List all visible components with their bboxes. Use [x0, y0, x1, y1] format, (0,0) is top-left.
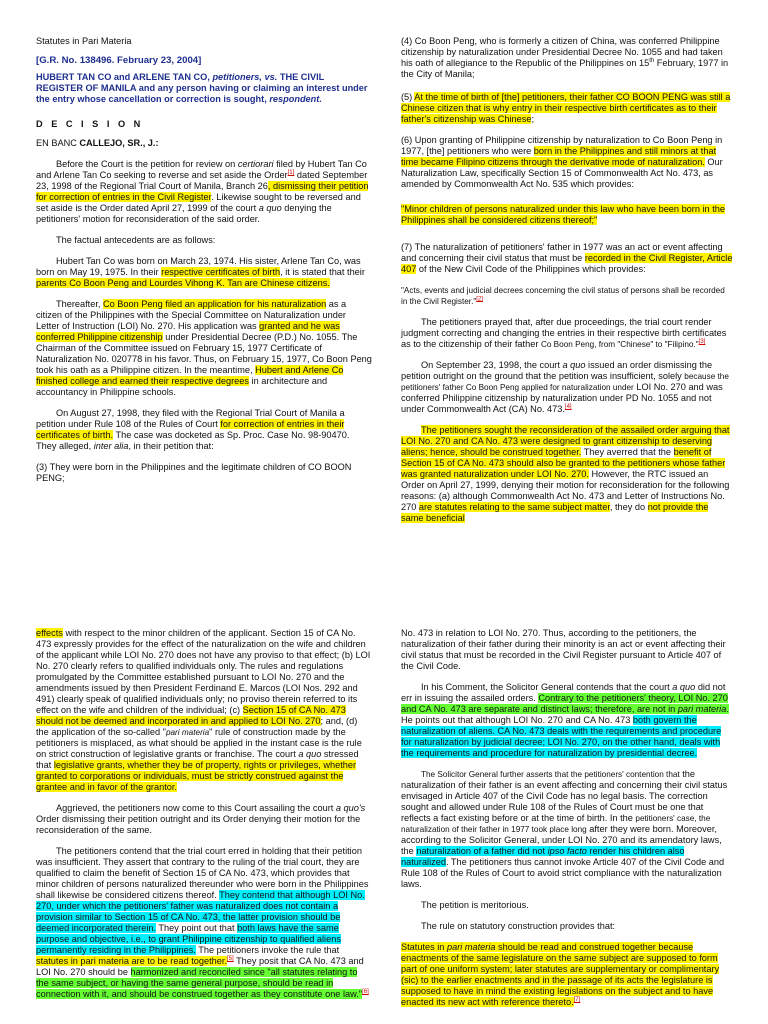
q1-text-h: stressed that	[36, 749, 359, 770]
p5-inter-alia: inter alia	[93, 441, 129, 451]
page1-right-column	[401, 36, 733, 534]
footnote-4-link[interactable]: [4]	[564, 403, 572, 410]
s3-highlight-g: render his children also naturalized	[401, 846, 685, 867]
r5-text-a: (7) The naturalization of petitioners' father in 1977 was an act or event affecting and concerning their civil status that must be	[401, 242, 723, 263]
p1-text-c: filed by Hubert Tan Co and Arlene Tan Co seeking to reverse and set aside the Order	[36, 159, 367, 180]
p1-highlight: , dismissing their petition for correction of entries in the Civil Register	[36, 181, 369, 202]
q1-aquo: a quo	[298, 749, 322, 759]
p1-aquo: a quo	[258, 203, 282, 213]
p1-text-a: Before the Court is the petition for review on	[56, 159, 238, 169]
aggrieved-paragraph	[36, 803, 372, 836]
s2-text-g: He points out that although LOI No. 270 and CA No. 473	[401, 715, 633, 725]
r2-highlight: At the time of birth of [the] petitioners, their father CO BOON PENG was still a Chinese citizen that is why entry in their respective birth certificates as to their father's citizenship was Chinese	[401, 92, 731, 124]
sol-gen-further-paragraph	[401, 769, 733, 890]
parties-respondent-role: respondent.	[269, 94, 322, 104]
r9-text-f: , they do	[609, 502, 648, 512]
footnote-3-link[interactable]: [3]	[698, 338, 706, 345]
continuation-paragraph	[36, 628, 372, 793]
r7-text-a: The petitioners prayed that, after due proceedings, the trial court render judgment correcting and changing the entries in their respective birth certificates as to the citizenship of their father	[401, 317, 727, 349]
sol-gen-comment-paragraph	[401, 682, 733, 759]
footnote-5-link[interactable]: [5]	[227, 955, 234, 962]
p5-text-a: On August 27, 1998, they filed with the Regional Trial Court of Manila a petition under Rule 108 of the Rules of Court	[36, 408, 345, 429]
p4-highlight-d: granted and he was conferred Philippine citizenship	[36, 321, 340, 342]
q3-highlight-h: harmonized and reconciled since "all statutes relating to the same subject, or having the same general purpose, should be read in connection with it, and should be construed together as they constitute one law."	[36, 967, 363, 999]
r1-text-b: February, 1977 in the City of Manila;	[401, 58, 729, 79]
document-page-2	[0, 612, 768, 1024]
r5-text-c: of the New Civil Code of the Philippines which provides:	[416, 264, 646, 274]
p5-highlight-b: for correction of entries in their certificates of birth.	[36, 419, 345, 440]
s2-highlight-period: .	[726, 704, 729, 714]
en-banc: EN BANC	[36, 138, 80, 148]
p4-highlight-f: Hubert and Arlene Co finished college and earned their respective degrees	[36, 365, 344, 386]
q1-text-d: ; and, (d) the application of the so-called "	[36, 716, 358, 737]
q1-text-b: with respect to the minor children of the applicant. Section 15 of CA No. 473 expressly provides for the effect of the naturalization on the wife and children of the applicant while LOI No. 270 does not have any proviso to that effect; (b) LOI No. 270 clearly refers to qualified individuals only. The rules and regulations promulgated by the Committee established pursuant to LOI No. 270 and the amendments issued by then President Ferdinand E. Marcos (LOI Nos. 292 and 491) clearly speak of qualified individuals only; no proviso therein referred to its effect on the wife and children of the individual; (c)	[36, 628, 371, 715]
reconsideration-paragraph	[401, 425, 733, 524]
p4-text-a: Thereafter,	[56, 299, 103, 309]
r2-text-c: ;	[531, 114, 535, 124]
r3-highlight: born in the Philippines and still minors at that time became Filipino citizens through the derivative mode of naturalization.	[401, 146, 717, 167]
p4-text-e: under Presidential Decree (P.D.) No. 1055. The Chairman of the Committee issued on February 15, 1977 Certificate of Naturalization No. 020778 in his favor. Thus, on February 15, 1977, Co Boon Peng took his oath as a Philippine citizen. In the meantime,	[36, 332, 372, 375]
r9-highlight-e: are statutes relating to the same subject matter	[418, 502, 610, 512]
s2-highlight-pari-materia: pari materia	[677, 704, 727, 714]
s2-highlight-d: Contrary to the petitioners' theory, LOI No. 270 and CA No. 473 are separate and distinct laws; therefore, are not in	[401, 693, 728, 714]
p3-highlight-d: parents Co Boon Peng and Lourdes Vihong K. Tan are Chinese citizens.	[36, 278, 330, 288]
article-407-quote	[401, 285, 733, 307]
p3-highlight-b: respective certificates of birth	[161, 267, 281, 277]
allegation-6	[401, 135, 733, 190]
en-banc-line	[36, 138, 372, 149]
q3-highlight-b: They contend that although LOI No. 270, under which the petitioners' father was naturalized does not contain a provision similar to Section 15 of CA No. 473, the latter provision should be deemed incorporated therein.	[36, 890, 365, 933]
petitioners-contention-paragraph	[36, 846, 372, 1000]
s3-text-b: the naturalization of their father is an event affecting and concerning their civil status envisaged in Article 407 of the Civil Code has no legal basis. The correction sought and allowed under Rule 108 of the Rules of Court must be one that reflects a fact existing before or at the time of birth. In the	[401, 769, 728, 823]
r3-text-a: (6) Upon granting of Philippine citizenship by naturalization to Co Boon Peng in 1977, [the] petitioners who were	[401, 135, 723, 156]
q3-text-a: The petitioners contend that the trial court erred in holding that their petition was insufficient. They assert that contrary to the ruling of the trial court, they are qualified to claim the benefit of Section 15 of CA No. 473, which provides that minor children of persons naturalized thereunder who were born in the Philippines shall likewise be considered citizens thereof.	[36, 846, 369, 900]
continuation-paragraph-right: No. 473 in relation to LOI No. 270. Thus, according to the petitioners, the naturalization of their father during their minority is an act or event affecting their civil status that must be recorded in the Civil Register pursuant to Article 407 of the Civil Code.	[401, 628, 726, 671]
s3-text-c: petitioners' case, the naturalization of their father in 1977 took place long	[401, 814, 711, 834]
paragraph-5	[36, 408, 372, 452]
section-15-quote	[401, 204, 733, 226]
footnote-6-link[interactable]: [6]	[362, 988, 369, 995]
parties-role: petitioners, vs.	[212, 72, 278, 82]
p1-text-h: denying the petitioners' motion for reconsideration of the said order.	[36, 203, 332, 224]
r9-text-b: They averred that the	[581, 447, 674, 457]
r8-text-e: LOI No. 270 and was conferred Philippine citizenship by naturalization under PD No. 1055 and not under Commonwealth Act (CA) No. 473.	[401, 382, 723, 414]
q3-text-g: They posit that CA No. 473 and LOI No. 270 should be	[36, 956, 364, 977]
page-separator	[0, 602, 768, 612]
page2-left-column	[36, 628, 372, 1010]
p5-text-c: The case was docketed as Sp. Proc. Case No. 98-90470. They alleged,	[36, 430, 350, 451]
q3-highlight-d: both laws have the same purpose and objective, i.e., to grant Philippine citizenship to qualified aliens permanently residing in the Philippines.	[36, 923, 341, 955]
paragraph-3	[36, 256, 372, 289]
q3-text-c: They point out that	[156, 923, 238, 933]
q1-highlight-c: Section 15 of CA No. 473 should not be deemed and incorporated in and applied to LOI No. 270	[36, 705, 346, 726]
meritorious-line: The petition is meritorious.	[421, 900, 529, 910]
page2-right-column	[401, 628, 733, 1018]
r1-sup: th	[649, 57, 655, 64]
allegation-7	[401, 242, 733, 275]
s6-highlight-c: should be read and construed together because enactments of the same legislature on the same subject are supposed to form part of one uniform system; later statutes are supplementary or complimentary (sic) to the earlier enactments and in the passage of its acts the legislature is supposed to have in mind the existing legislations on the subject and to have enacted its new act with reference thereto.	[401, 942, 720, 1007]
pari-materia-rule-quote	[401, 942, 733, 1008]
footnote-7-link[interactable]: [7]	[573, 996, 581, 1003]
rule-line: The rule on statutory construction provides that:	[421, 921, 616, 931]
r9-highlight-a: The petitioners sought the reconsideration of the assailed order arguing that LOI No. 270 and CA No. 473 were designed to grant citizenship to deserving aliens; hence, should be construed together.	[401, 425, 730, 457]
s3-text-a: The Solicitor General further asserts that the petitioners' contention that	[421, 770, 680, 779]
r6-text: "Acts, events and judicial decrees concerning the civil status of persons shall be recorded in the Civil Register."	[401, 286, 725, 306]
s2-text-a: In his Comment, the Solicitor General contends that the court	[421, 682, 673, 692]
r9-text-d: However, the RTC issued an Order on April 27, 1999, denying their motion for reconsideration for the following reasons: (a) although Commonwealth Act No. 473 and Letter of Instructions No. 270	[401, 469, 730, 512]
s3-text-h: . The petitioners thus cannot invoke Article 407 of the Civil Code and Rule 108 of the Rules of Court to avoid strict compliance with the naturalization laws.	[401, 857, 725, 889]
prayer-paragraph	[401, 317, 733, 350]
p1-text-f: . Likewise sought to be reversed and set aside is the Order dated April 27, 1999 of the court	[36, 192, 361, 213]
dismissal-paragraph	[401, 360, 733, 415]
parties-respondent: THE CIVIL REGISTER OF MANILA and any person having or claiming an interest under the entry whose cancellation or correction is sought,	[36, 72, 368, 104]
q3-highlight-f: statutes in pari materia are to be read together.	[36, 956, 228, 966]
q2-text-a: Aggrieved, the petitioners now come to this Court assailing the court	[56, 803, 336, 813]
document-heading: Statutes in Pari Materia	[36, 36, 132, 46]
p4-highlight-b: Co Boon Peng filed an application for his naturalization	[102, 299, 327, 309]
s3-highlight-e: naturalization of a father did not	[416, 846, 548, 856]
p1-text-d: dated September 23, 1998 of the Regional Trial Court of Manila, Branch 26	[36, 170, 368, 191]
footnote-1-link[interactable]: [1]	[287, 169, 295, 176]
parties-petitioners: HUBERT TAN CO and ARLENE TAN CO,	[36, 72, 213, 82]
r1-text-a: (4) Co Boon Peng, who is formerly a citizen of China, was conferred Philippine citizenship by naturalization under Presidential Decree No. 1055 and had taken his oath of allegiance to the Republic of the Philippines on 15	[401, 36, 723, 68]
s6-highlight-pari-materia: pari materia	[446, 942, 496, 952]
gr-number: [G.R. No. 138496. February 23, 2004]	[36, 55, 202, 66]
r8-text-d: because the petitioners' father Co Boon Peng applied for naturalization under	[401, 372, 729, 392]
q3-text-e: The petitioners invoke the rule that	[195, 945, 340, 955]
r2-text-a: (5)	[401, 92, 415, 102]
page1-left-column	[36, 36, 372, 494]
q2-aquo: a quo's	[335, 803, 366, 813]
r7-text-b: Co Boon Peng, from "Chinese" to "Filipino."	[540, 340, 699, 349]
q1-pari-materia: pari materia	[165, 728, 210, 737]
p1-certiorari: certiorari	[237, 159, 274, 169]
p4-text-g: in architecture and accountancy in Philippine schools.	[36, 376, 328, 397]
r5-highlight: recorded in the Civil Register, Article 407	[401, 253, 733, 274]
allegation-5	[401, 92, 733, 125]
s6-highlight-a: Statutes in	[401, 942, 447, 952]
allegation-4	[401, 36, 733, 80]
s3-highlight-ipso-facto: ipso facto	[547, 846, 587, 856]
paragraph-6: (3) They were born in the Philippines and the legitimate children of CO BOON PENG;	[36, 462, 352, 483]
s2-aquo: a quo	[672, 682, 696, 692]
s2-text-c: did not err in issuing the assailed orders.	[401, 682, 726, 703]
r3-text-c: Our Naturalization Law, specifically Section 15 of Commonwealth Act No. 473, as amended by Commonwealth Act No. 535 which provides:	[401, 157, 723, 189]
r9-highlight-c: benefit of Section 15 of CA No. 473 should also be granted to the petitioners whose father was granted naturalization under LOI No. 270.	[401, 447, 726, 479]
r8-text-c: issued an order dismissing the petition outright on the ground that the petition was insufficient, solely	[401, 360, 713, 381]
s2-highlight-h: both govern the naturalization of aliens. CA No. 473 deals with the requirements and procedure for naturalization by judicial decree; LOI No. 270, on the other hand, deals with the requirements and procedure for naturalization by presidential decree.	[401, 715, 722, 758]
r8-aquo: a quo	[562, 360, 586, 370]
p3-text-c: , it is stated that their	[280, 267, 365, 277]
q2-text-c: Order dismissing their petition outright and its Order denying their motion for the reconsideration of the same.	[36, 814, 361, 835]
q1-text-f: " rule of construction made by the petitioners is misplaced, as what should be applied in the instant case is the rule on strict construction of legislative grants or franchise. The court	[36, 727, 362, 759]
r9-highlight-g: not provide the same beneficial	[401, 502, 709, 523]
ponente: CALLEJO, SR., J.:	[79, 138, 159, 148]
q1-highlight-i: legislative grants, whether they be of property, rights or privileges, whether granted to corporations or individuals, must be strictly construed against the grantee and in favor of the grantor.	[36, 760, 357, 792]
s3-text-d: after they were born. Moreover, according to the Solicitor General, under LOI No. 270 and its amendatory laws, the	[401, 824, 722, 856]
p3-text-a: Hubert Tan Co was born on March 23, 1974. His sister, Arlene Tan Co, was born on May 19, 1975. In their	[36, 256, 361, 277]
r4-highlight: "Minor children of persons naturalized under this law who have been born in the Philippines shall be considered citizens thereof;"	[401, 204, 725, 225]
p4-text-c: as a citizen of the Philippines with the Special Committee on Naturalization under Letter of Instruction (LOI) No. 270. His application was	[36, 299, 347, 331]
paragraph-2: The factual antecedents are as follows:	[56, 235, 216, 245]
paragraph-4	[36, 299, 372, 398]
paragraph-1	[36, 159, 372, 225]
footnote-2-link[interactable]: [2]	[476, 296, 483, 303]
p5-text-e: , in their petition that:	[128, 441, 214, 451]
decision-title: D E C I S I O N	[36, 119, 144, 129]
r8-text-a: On September 23, 1998, the court	[421, 360, 563, 370]
case-parties	[36, 72, 372, 105]
q1-highlight-a: effects	[36, 628, 63, 638]
